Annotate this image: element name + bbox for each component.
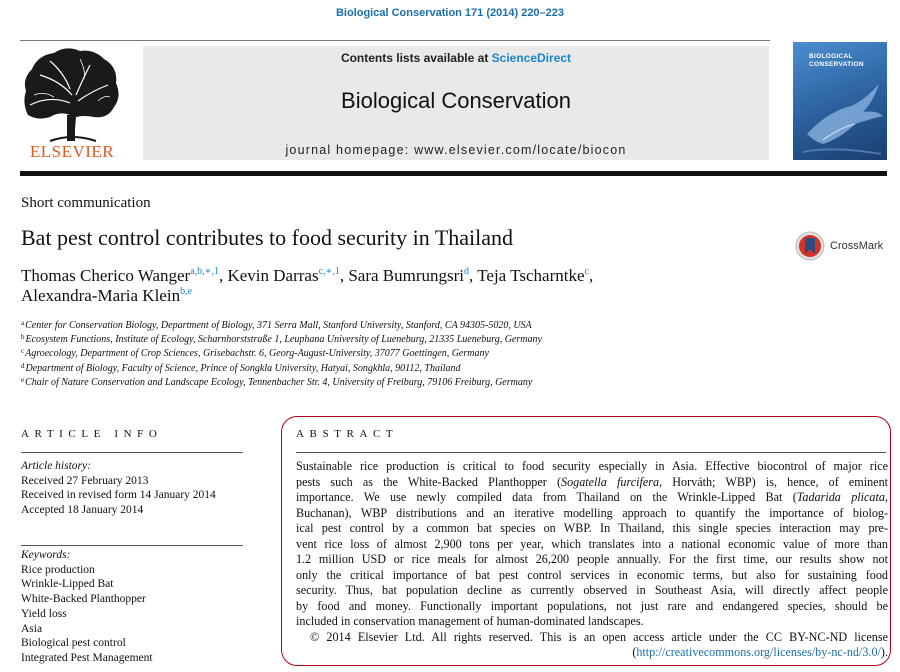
author-separator: , <box>469 266 478 285</box>
cover-bird-icon <box>793 72 887 160</box>
abstract-line <box>296 552 888 568</box>
keyword-item: Yield loss <box>21 607 67 620</box>
species-name: Sogatella furcifera <box>561 474 660 489</box>
keyword-item: Wrinkle-Lipped Bat <box>21 578 114 591</box>
affiliation-text: Agroecology, Department of Crop Sciences, Grisebachstr. 6, Georg-August-University, 37077 Goettingen, Germany <box>25 348 489 360</box>
affiliation-text: Chair of Nature Conservation and Landscape Ecology, Tennenbacher Str. 4, University of Freiburg, 79106 Freiburg, Germany <box>25 376 533 388</box>
abstract-line <box>296 537 888 553</box>
history-label: Article history: <box>21 460 91 472</box>
author-name[interactable]: Kevin Darras <box>227 266 319 285</box>
abstract-text: Sustainable rice production is critical to food security especially in Asia. Effective biocontrol of major rice <box>296 459 888 473</box>
abstract-copyright: © 2014 Elsevier Ltd. All rights reserved. This is an open access article under the CC BY-NC-ND license <box>310 629 888 644</box>
abstract-text: , <box>884 490 888 504</box>
abstract-line <box>296 568 888 584</box>
cover-title-line2: CONSERVATION <box>809 61 864 68</box>
elsevier-wordmark[interactable]: ELSEVIER <box>29 142 115 161</box>
abstract-line <box>296 490 888 506</box>
keywords-label: Keywords: <box>21 549 71 561</box>
license-link[interactable]: http://creativecommons.org/licenses/by-nc-nd/3.0/ <box>636 645 881 659</box>
affiliation-key: d <box>21 361 25 370</box>
journal-cover-image[interactable] <box>793 42 887 160</box>
cover-title-line1: BIOLOGICAL <box>809 53 853 60</box>
history-item: Accepted 18 January 2014 <box>21 503 144 516</box>
affiliation-item <box>21 319 881 333</box>
abstract-text: , Horváth; WBP) is, hence, of eminent <box>659 474 889 489</box>
author-list <box>21 266 761 306</box>
affiliation-item <box>21 362 881 376</box>
abstract-text: pests such as the White-Backed Planthopper ( <box>296 474 562 489</box>
journal-title[interactable]: Biological Conservation <box>341 88 571 113</box>
keyword-item: Integrated Pest Management <box>21 651 153 664</box>
abstract-line <box>296 521 888 537</box>
abstract-line <box>296 506 888 522</box>
license-open-paren: ( <box>632 645 637 659</box>
author-affiliation-marker[interactable]: b,e <box>180 286 193 297</box>
masthead-divider <box>20 171 887 176</box>
license-close-paren: ). <box>880 645 888 659</box>
affiliation-text: Center for Conservation Biology, Department of Biology, 371 Serra Mall, Stanford University, Stanford, CA 94305-5020, USA <box>25 320 532 331</box>
cover-title <box>809 53 864 69</box>
keyword-list <box>21 548 251 666</box>
affiliation-item <box>21 347 881 361</box>
author-name[interactable]: Thomas Cherico Wanger <box>21 266 191 285</box>
abstract-text: only the critical importance of bat pest control services in economic terms, but also for sustaining food <box>296 567 888 582</box>
header-rule <box>20 40 770 41</box>
abstract-lines <box>296 459 888 630</box>
abstract-text: security. Thus, bat population decline as currently observed in Southeast Asia, will directly affect people <box>296 583 888 597</box>
affiliation-item <box>21 376 881 390</box>
affiliation-key: c <box>21 347 25 356</box>
article-info-heading: ARTICLE INFO <box>21 428 163 440</box>
author-affiliation-marker[interactable]: a,b,∗,1 <box>190 266 219 277</box>
crossmark-label: CrossMark <box>830 240 884 252</box>
affiliation-list <box>21 319 881 390</box>
abstract-heading: ABSTRACT <box>296 428 399 440</box>
abstract-rule <box>296 452 886 453</box>
affiliation-text: Ecosystem Functions, Institute of Ecology, Scharnhorststraße 1, Leuphana University of Lueneburg, 21335 Lueneburg, Germany <box>25 334 542 346</box>
author-name[interactable]: Teja Tscharntke <box>477 266 585 285</box>
abstract-body <box>296 459 888 661</box>
crossmark-icon <box>794 231 826 261</box>
keyword-item: Rice production <box>21 563 95 576</box>
abstract-text: by food and money. Functionally important populations, not just rare and endangered species, should be <box>296 598 888 613</box>
license-url-line <box>296 645 888 661</box>
abstract-line <box>296 614 888 630</box>
abstract-text: 1.2 million USD or rice meals for almost 26,200 people annually. For the first time, our results show not <box>296 552 888 566</box>
abstract-line <box>296 475 888 491</box>
contents-prefix: Contents lists available at <box>340 51 492 65</box>
author-separator: , <box>218 266 228 285</box>
abstract-line <box>296 459 888 475</box>
abstract-text: ical pest control by a common bat species on WBP. In Thailand, this single species interaction may pre- <box>296 521 888 535</box>
contents-availability <box>143 51 769 65</box>
abstract-text: vent rice loss of almost 2,900 tons per year, which translates into a national economic value of more than <box>296 536 888 551</box>
affiliation-key: b <box>21 333 25 342</box>
author-affiliation-marker[interactable]: c <box>584 266 589 277</box>
affiliation-text: Department of Biology, Faculty of Science, Prince of Songkla University, Hatyai, Songkhla, 90112, Thailand <box>25 362 461 374</box>
author-separator: , <box>588 266 594 285</box>
history-item: Received in revised form 14 January 2014 <box>21 489 216 501</box>
article-title: Bat pest control contributes to food security in Thailand <box>21 225 514 250</box>
crossmark-button[interactable] <box>794 231 900 261</box>
keyword-item: Biological pest control <box>21 637 126 650</box>
author-affiliation-marker[interactable]: d <box>464 266 470 277</box>
author-name[interactable]: Sara Bumrungsri <box>348 266 465 285</box>
keyword-item: White-Backed Planthopper <box>21 593 146 606</box>
article-info-rule <box>21 452 243 453</box>
journal-homepage-link[interactable]: journal homepage: www.elsevier.com/locate/biocon <box>285 143 627 157</box>
keywords-rule <box>21 545 243 546</box>
abstract-line <box>296 599 888 615</box>
author-affiliation-marker[interactable]: c,∗,1 <box>318 266 340 277</box>
journal-masthead <box>143 46 769 160</box>
abstract-line <box>296 583 888 599</box>
affiliation-item <box>21 333 881 347</box>
history-item: Received 27 February 2013 <box>21 474 149 487</box>
sciencedirect-link[interactable]: ScienceDirect <box>491 51 572 65</box>
abstract-text: importance. We use newly compiled data from Thailand on the Wrinkle-Lipped Bat ( <box>296 490 797 504</box>
article-history <box>21 459 251 517</box>
affiliation-key: a <box>21 319 25 327</box>
journal-citation[interactable]: Biological Conservation 171 (2014) 220–223 <box>335 7 565 19</box>
keyword-item: Asia <box>21 622 43 635</box>
abstract-text: included in conservation management of human-dominated landscapes. <box>296 614 644 628</box>
species-name: Tadarida plicata <box>796 490 885 504</box>
affiliation-key: e <box>21 375 25 384</box>
author-name[interactable]: Alexandra-Maria Klein <box>21 286 181 305</box>
author-separator: , <box>339 266 349 285</box>
article-section-type: Short communication <box>21 195 151 211</box>
abstract-text: Buchanan), WBP distributions and an iterative modelling approach to quantify the importance of biolog- <box>296 505 888 520</box>
